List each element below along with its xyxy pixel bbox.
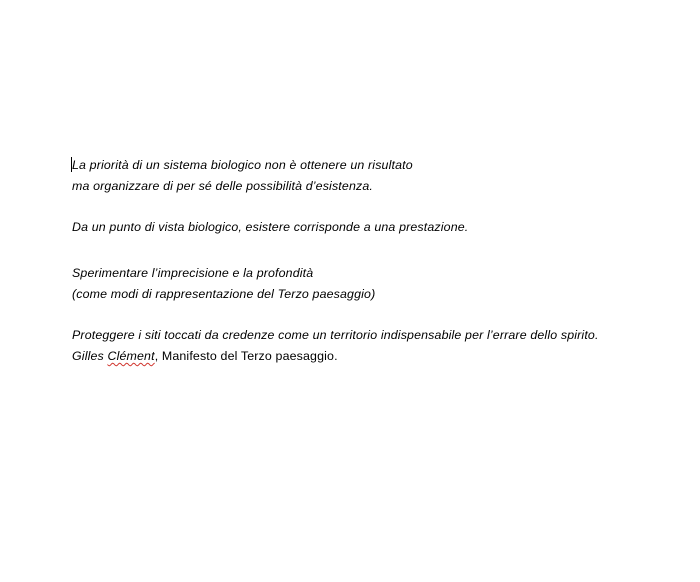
- paragraph-1-line-1: La priorità di un sistema biologico non è ottenere un risultato: [72, 158, 413, 172]
- author-last-name-spellcheck[interactable]: Clément: [107, 349, 155, 363]
- author-first-name: Gilles: [72, 349, 108, 363]
- paragraph-4[interactable]: [72, 325, 632, 346]
- attribution-source: , Manifesto del Terzo paesaggio.: [154, 349, 338, 363]
- paragraph-2-line-1: Da un punto di vista biologico, esistere corrisponde a una prestazione.: [72, 220, 469, 234]
- document-body[interactable]: [72, 155, 632, 367]
- paragraph-1[interactable]: [72, 155, 632, 197]
- attribution-line[interactable]: [72, 346, 632, 367]
- paragraph-1-line-2: ma organizzare di per sé delle possibilità d’esistenza.: [72, 179, 373, 193]
- paragraph-3-line-1: Sperimentare l’imprecisione e la profondità: [72, 266, 314, 280]
- paragraph-3-line-2: (come modi di rappresentazione del Terzo paesaggio): [72, 287, 376, 301]
- paragraph-3[interactable]: [72, 263, 632, 305]
- paragraph-2[interactable]: [72, 217, 632, 238]
- paragraph-4-line-1: Proteggere i siti toccati da credenze come un territorio indispensabile per l’errare dello spirito.: [72, 328, 599, 342]
